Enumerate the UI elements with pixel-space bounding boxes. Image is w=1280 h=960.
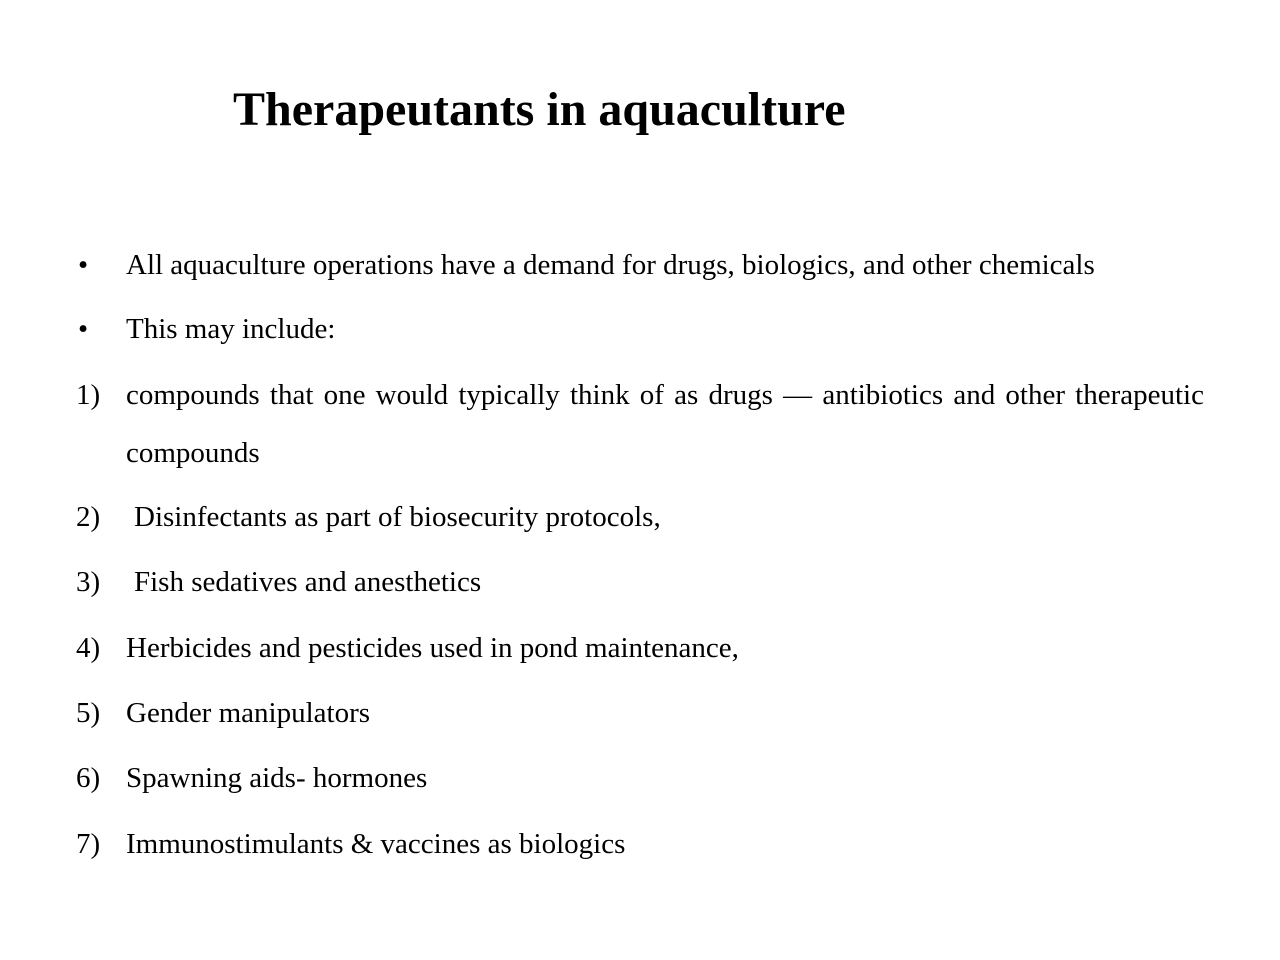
- item-text: Disinfectants as part of biosecurity protocols,: [134, 501, 661, 533]
- item-number: 6): [76, 762, 101, 794]
- item-text: compounds that one would typically think of as drugs — antibiotics and other therapeutic compounds: [126, 379, 1204, 469]
- item-text: Fish sedatives and anesthetics: [134, 566, 482, 598]
- item-text: Gender manipulators: [126, 697, 371, 729]
- item-text: Spawning aids- hormones: [126, 762, 428, 794]
- item-number: 5): [76, 697, 101, 729]
- item-text: Immunostimulants & vaccines as biologics: [126, 828, 626, 860]
- slide-title: Therapeutants in aquaculture: [233, 83, 846, 136]
- item-text: Herbicides and pesticides used in pond maintenance,: [126, 632, 739, 664]
- bullet-text: This may include:: [126, 313, 336, 345]
- bullet-text: All aquaculture operations have a demand for drugs, biologics, and other chemicals: [126, 249, 1095, 281]
- item-number: 2): [76, 501, 101, 533]
- item-number: 4): [76, 632, 101, 664]
- item-number: 1): [76, 379, 101, 411]
- bullet-marker: •: [78, 249, 89, 281]
- item-number: 7): [76, 828, 101, 860]
- item-number: 3): [76, 566, 101, 598]
- bullet-marker: •: [78, 313, 89, 345]
